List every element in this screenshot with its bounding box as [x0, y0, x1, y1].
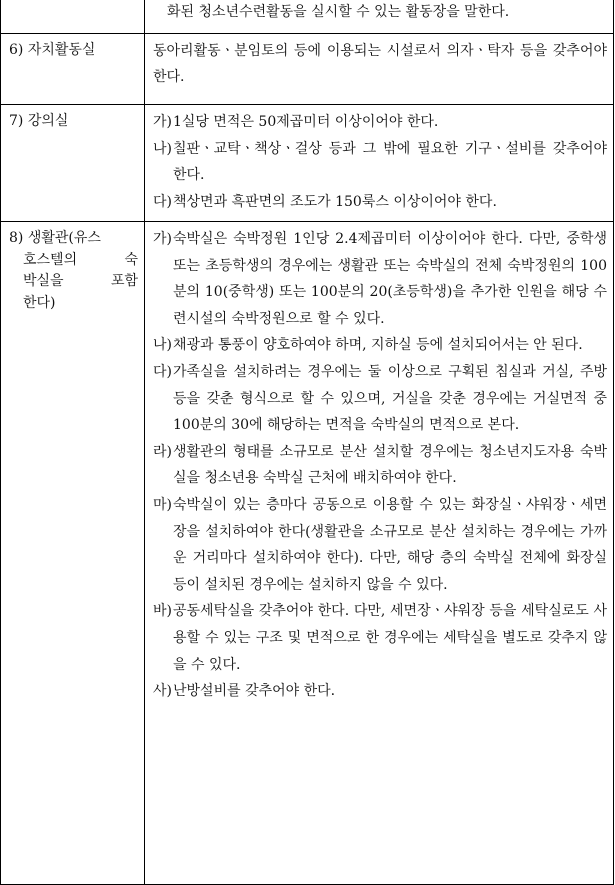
item-marker: 다): [153, 193, 172, 210]
item-marker: 나): [153, 140, 172, 157]
label-lecture-room: 7) 강의실: [9, 113, 69, 129]
list-item: [153, 598, 607, 678]
table-row-activity-room: [1, 34, 614, 105]
item-text: 공동세탁실을 갖추어야 한다. 다만, 세면장ㆍ샤워장 등을 세탁실로도 사용할 수 있는 구조 및 면적으로 한 경우에는 세탁실을 별도로 갖추지 않을 수 있다.: [173, 603, 607, 673]
item-marker: 가): [153, 114, 172, 130]
item-marker: 다): [153, 363, 172, 380]
label-dormitory-line-2: 호스텔의 숙: [23, 251, 138, 268]
item-text: 가족실을 설치하려는 경우에는 둘 이상으로 구획된 침실과 거실, 주방 등을 갖춘 형식으로 할 수 있으며, 거실을 갖춘 경우에는 거실면적 중 100분의 30에 해당하는 면적을 숙박실의 면적으로 본다.: [173, 363, 607, 434]
table-row-dormitory: [1, 222, 614, 885]
item-text: 숙박실이 있는 층마다 공동으로 이용할 수 있는 화장실ㆍ샤워장ㆍ세면장을 설치하여야 한다(생활관을 소규모로 분산 설치하는 경우에는 가까운 거리마다 설치하여야 한다). 다만, 해당 층의 숙박실 전체에 화장실 등이 설치된 경우에는 설치하지 않을 수 있다.: [173, 496, 607, 593]
activity-room-text: 동아리활동ㆍ분임토의 등에 이용되는 시설로서 의자ㆍ탁자 등을 갖추어야 한다.: [153, 43, 607, 85]
list-item: [153, 678, 607, 705]
list-item: [153, 136, 607, 189]
item-marker: 사): [153, 683, 172, 700]
empty-label-cell: [1, 0, 145, 34]
continued-text: 화된 청소년수련활동을 실시할 수 있는 활동장을 말한다.: [167, 4, 510, 20]
body-cell-lecture-room: [145, 105, 614, 222]
label-dormitory-line-4: 한다): [23, 294, 56, 311]
list-item: [153, 332, 607, 359]
label-dormitory-line-3: 박실을 포함: [23, 273, 138, 289]
item-marker: 가): [153, 231, 172, 247]
list-item: [153, 226, 607, 332]
item-text: 숙박실은 숙박정원 1인당 2.4제곱미터 이상이어야 한다. 다만, 중학생 또는 초등학생의 경우에는 생활관 또는 숙박실의 전체 숙박정원의 100분의 10(중학생) 또는 100분의 20(초등학생)을 추가한 인원을 해당 수련시설의 숙박정원으로 할 수 있다.: [173, 231, 607, 327]
body-cell-activity-room: [145, 34, 614, 105]
item-marker: 나): [153, 337, 172, 354]
item-text: 난방설비를 갖추어야 한다.: [173, 683, 336, 700]
label-cell-dormitory: [1, 222, 145, 885]
list-item: [153, 189, 607, 216]
label-activity-room: 6) 자치활동실: [9, 42, 96, 58]
list-item: [153, 439, 607, 492]
body-cell-dormitory: [145, 222, 614, 885]
item-text: 칠판ㆍ교탁ㆍ책상ㆍ걸상 등과 그 밖에 필요한 기구ㆍ설비를 갖추어야 한다.: [173, 140, 607, 184]
label-dormitory-line-1: 8) 생활관(유스: [9, 230, 101, 246]
label-cell-lecture-room: [1, 105, 145, 222]
table-row-lecture-room: [1, 105, 614, 222]
list-item: [153, 109, 607, 136]
list-item: [153, 492, 607, 598]
item-marker: 바): [153, 603, 172, 620]
label-cell-activity-room: [1, 34, 145, 105]
item-text: 책상면과 흑판면의 조도가 150룩스 이상이어야 한다.: [173, 193, 497, 210]
item-text: 채광과 통풍이 양호하여야 하며, 지하실 등에 설치되어서는 안 된다.: [173, 337, 583, 354]
continued-text-cell: [145, 0, 614, 34]
list-item: [153, 359, 607, 439]
table-row-continued: [1, 0, 614, 34]
item-text: 1실당 면적은 50제곱미터 이상이어야 한다.: [173, 114, 439, 130]
item-marker: 라): [153, 443, 172, 460]
item-marker: 마): [153, 496, 172, 513]
item-text: 생활관의 형태를 소규모로 분산 설치할 경우에는 청소년지도자용 숙박실을 청소년용 숙박실 근처에 배치하여야 한다.: [173, 443, 607, 487]
